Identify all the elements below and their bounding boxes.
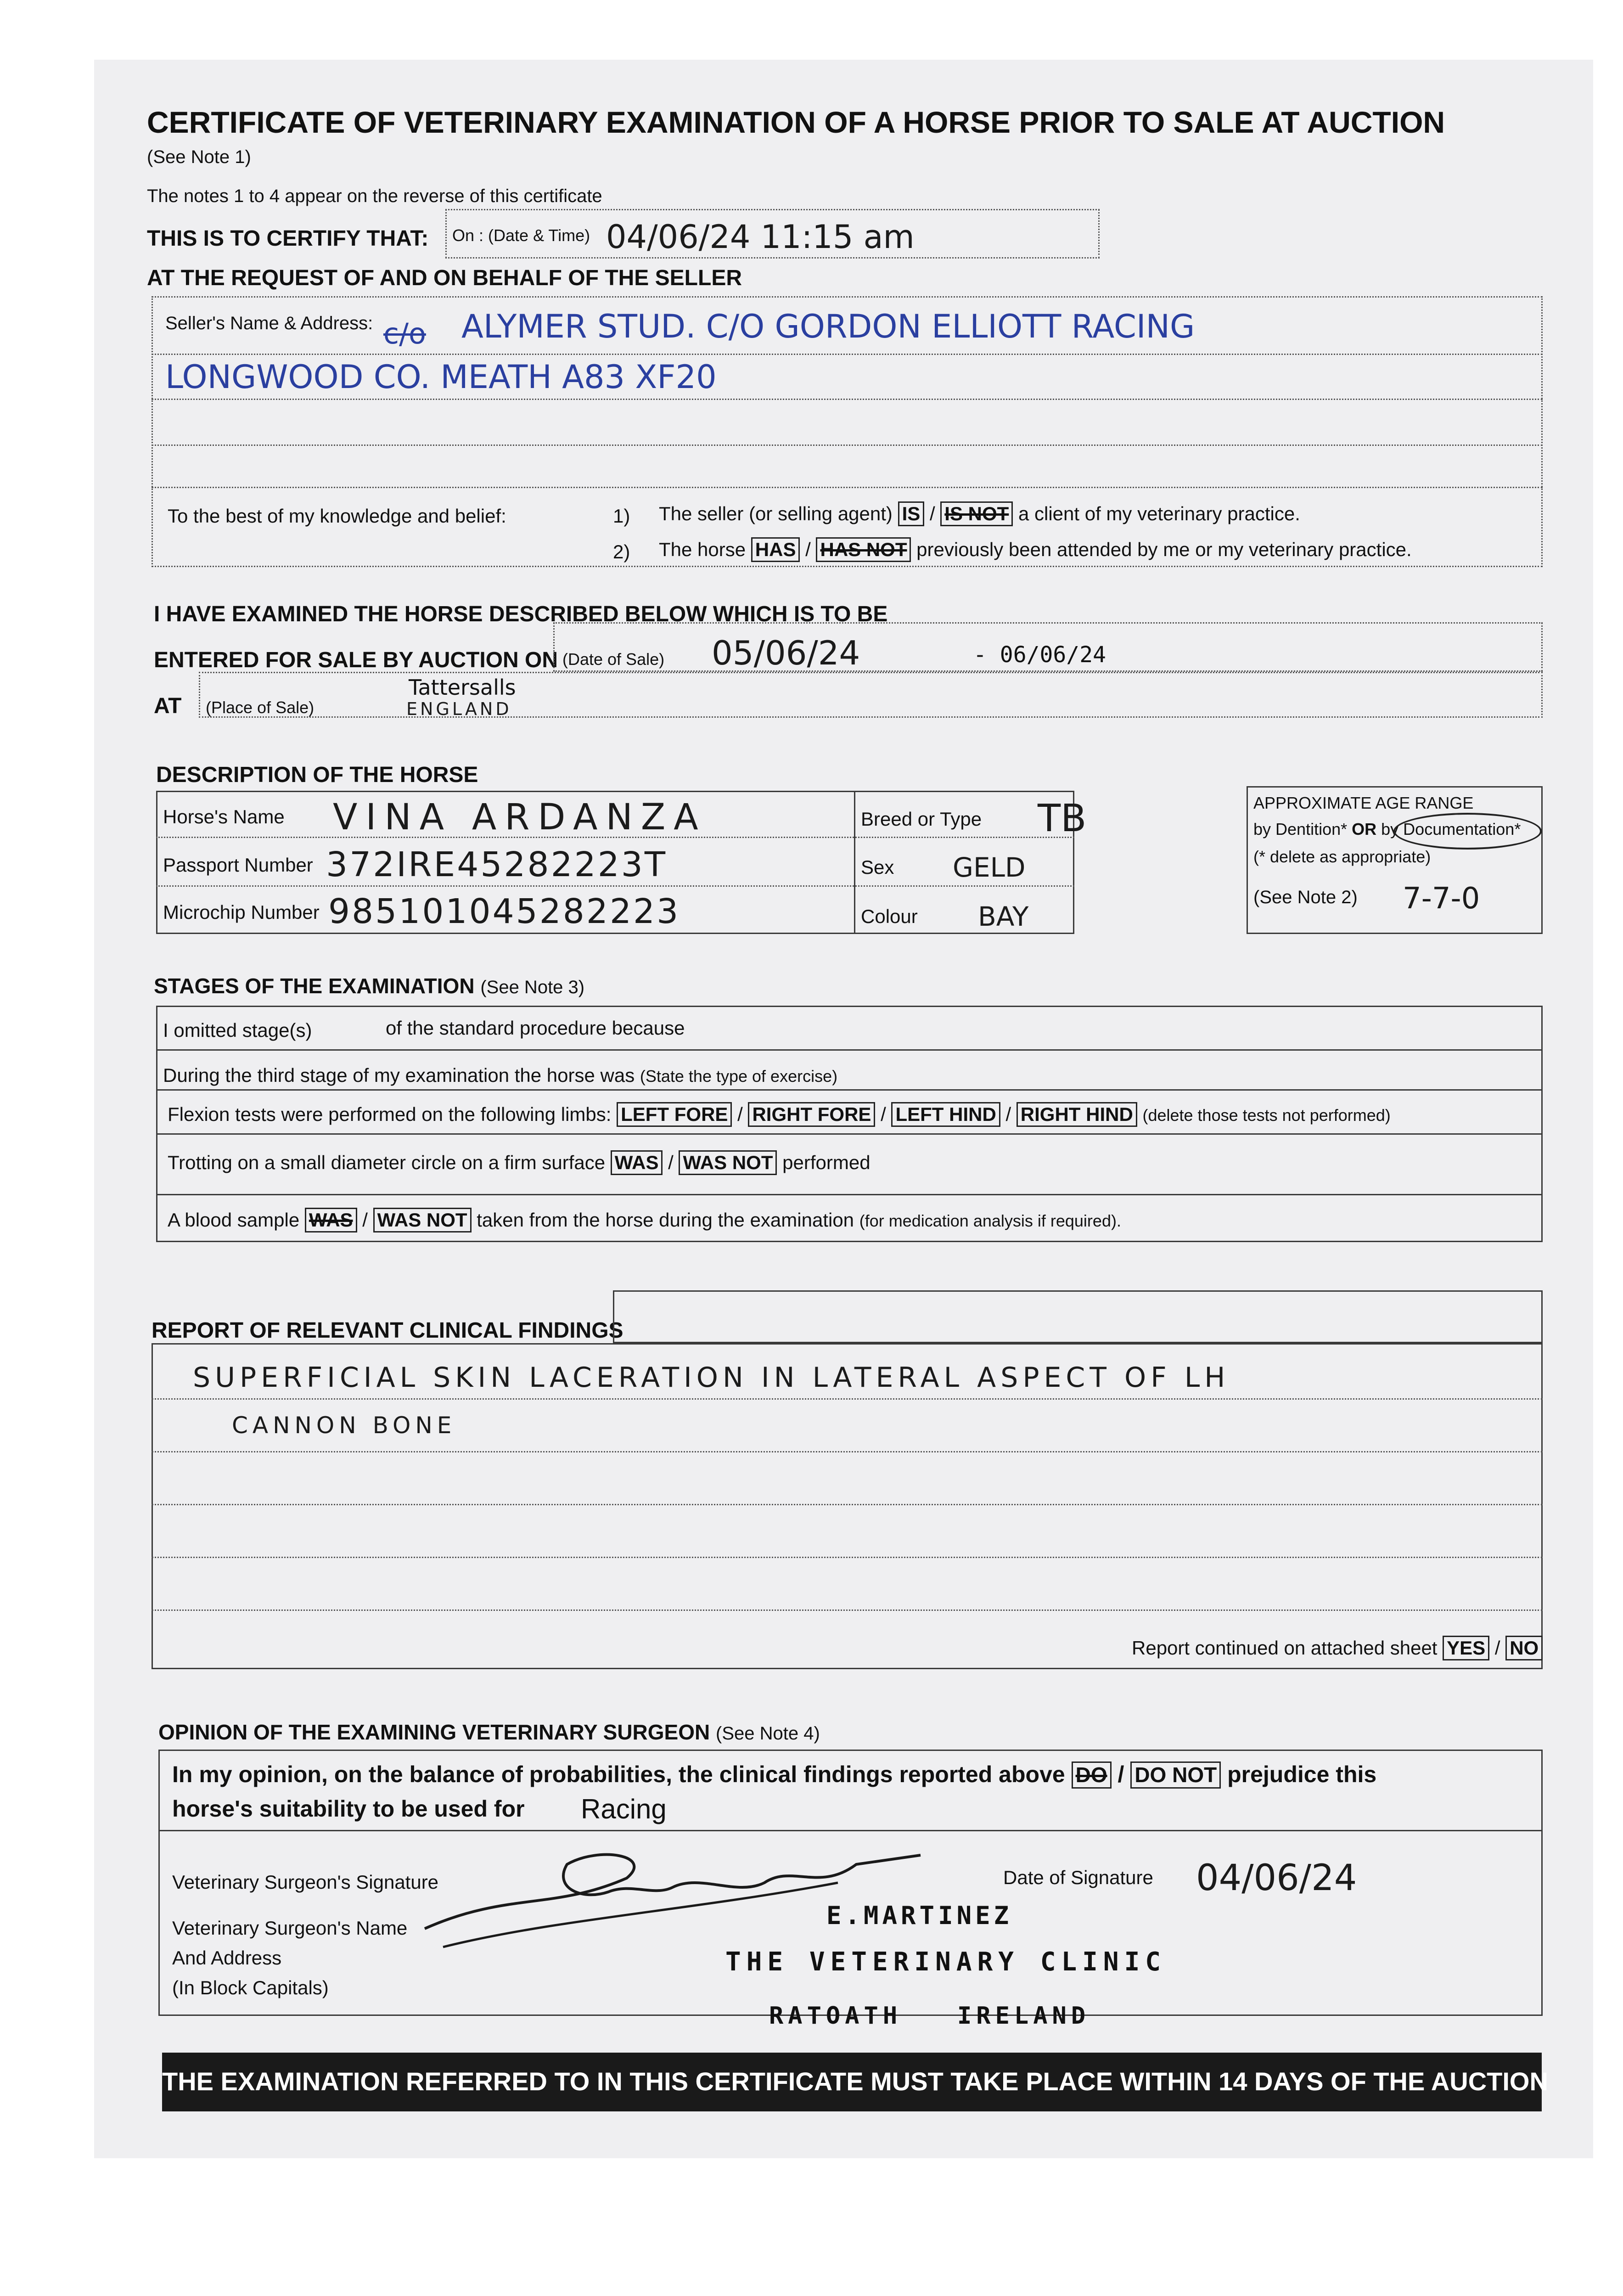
seller-rule-4 <box>152 487 1543 488</box>
flexion-row <box>168 1102 1391 1127</box>
omitted-stages-label: I omitted stage(s) <box>163 1019 312 1041</box>
notes-line: The notes 1 to 4 appear on the reverse of this certificate <box>147 186 602 206</box>
seller-address-line-1[interactable]: ALYMER STUD. C/O GORDON ELLIOTT RACING <box>461 308 1195 345</box>
seller-address-line-2[interactable]: LONGWOOD CO. MEATH A83 XF20 <box>165 358 717 396</box>
age-range-heading: APPROXIMATE AGE RANGE <box>1253 793 1474 812</box>
trotting-separator: / <box>668 1152 674 1173</box>
seller-label: Seller's Name & Address: <box>165 313 373 333</box>
vet-name-value: E.MARTINEZ <box>826 1901 1013 1930</box>
breed-label: Breed or Type <box>861 808 982 830</box>
sex-value: GELD <box>953 852 1026 883</box>
stages-rule-3 <box>156 1133 1543 1135</box>
flexion-sep-2: / <box>881 1103 886 1125</box>
continued-no-option[interactable]: NO <box>1505 1636 1543 1660</box>
opinion-do-not-option[interactable]: DO NOT <box>1130 1761 1221 1789</box>
address-label: And Address <box>172 1947 282 1969</box>
stages-rule-1 <box>156 1049 1543 1051</box>
stages-heading: STAGES OF THE EXAMINATION <box>154 974 475 998</box>
sale-heading-2: ENTERED FOR SALE BY AUCTION ON <box>154 648 558 672</box>
findings-header-box <box>613 1290 1543 1343</box>
horse-box-divider <box>854 791 855 934</box>
continued-separator: / <box>1494 1637 1500 1659</box>
item1-row <box>659 501 1300 526</box>
opinion-do-option[interactable]: DO <box>1072 1761 1112 1789</box>
findings-heading: REPORT OF RELEVANT CLINICAL FINDINGS <box>152 1318 623 1343</box>
item2-number: 2) <box>613 541 630 563</box>
stages-see-note-3: (See Note 3) <box>480 977 585 997</box>
opinion-text-tail: prejudice this <box>1227 1761 1377 1787</box>
continued-row <box>1132 1636 1543 1660</box>
stages-rule-2 <box>156 1089 1543 1091</box>
item1-is-option[interactable]: IS <box>898 501 925 526</box>
third-stage-label: During the third stage of my examination the horse was <box>163 1064 635 1086</box>
item2-has-option[interactable]: HAS <box>751 537 800 562</box>
seller-rule-1 <box>152 354 1543 355</box>
item2-text: The horse <box>659 539 746 560</box>
third-stage-note: (State the type of exercise) <box>640 1067 838 1086</box>
vet-address-line-1: THE VETERINARY CLINIC <box>725 1947 1167 1977</box>
item1-is-not-option[interactable]: IS NOT <box>940 501 1013 526</box>
item2-separator: / <box>805 539 811 560</box>
item1-text: The seller (or selling agent) <box>659 503 893 524</box>
on-date-time-label: On : (Date & Time) <box>452 226 590 245</box>
blood-was-not-option[interactable]: WAS NOT <box>373 1208 472 1232</box>
certify-label: THIS IS TO CERTIFY THAT: <box>147 226 429 251</box>
seller-struck-word: c/o <box>383 317 426 350</box>
item1-tail: a client of my veterinary practice. <box>1018 503 1300 524</box>
colour-value: BAY <box>978 901 1029 932</box>
blood-was-option[interactable]: WAS <box>305 1208 357 1232</box>
blood-separator: / <box>362 1209 368 1231</box>
opinion-text: In my opinion, on the balance of probabilities, the clinical findings reported above <box>172 1761 1065 1787</box>
signature-label: Veterinary Surgeon's Signature <box>172 1871 439 1893</box>
block-capitals-label: (In Block Capitals) <box>172 1977 329 1998</box>
blood-label: A blood sample <box>168 1209 300 1231</box>
flexion-right-fore[interactable]: RIGHT FORE <box>748 1102 875 1127</box>
microchip-value: 985101045282223 <box>328 892 680 931</box>
place-of-sale-handwritten: ENGLAND <box>406 699 512 719</box>
seller-rule-3 <box>152 445 1543 446</box>
opinion-use-value[interactable]: Racing <box>581 1794 667 1824</box>
opinion-heading: OPINION OF THE EXAMINING VETERINARY SURGEON <box>158 1720 710 1744</box>
age-or: OR <box>1352 820 1377 838</box>
blood-note: (for medication analysis if required). <box>859 1211 1121 1230</box>
date-of-signature-label: Date of Signature <box>1003 1867 1153 1888</box>
footer-banner-text: THE EXAMINATION REFERRED TO IN THIS CERTIFICATE MUST TAKE PLACE WITHIN 14 DAYS OF THE AUCTION <box>162 2067 1548 2096</box>
findings-rule-2 <box>152 1451 1543 1452</box>
certificate-sheet <box>94 60 1593 2158</box>
colour-label: Colour <box>861 906 918 927</box>
horse-name-value: VINA ARDANZA <box>333 797 707 838</box>
blood-tail: taken from the horse during the examination <box>477 1209 854 1231</box>
third-stage-row <box>163 1064 837 1086</box>
seller-rule-2 <box>152 399 1543 400</box>
date-of-sale-typed: - 06/06/24 <box>973 642 1106 668</box>
horse-rule-2 <box>156 885 1074 887</box>
documentation-circle <box>1393 813 1542 850</box>
flexion-note: (delete those tests not performed) <box>1142 1106 1391 1125</box>
opinion-line2-label: horse's suitability to be used for <box>172 1796 525 1822</box>
item2-tail: previously been attended by me or my veterinary practice. <box>916 539 1412 560</box>
flexion-left-hind[interactable]: LEFT HIND <box>891 1102 1000 1127</box>
flexion-left-fore[interactable]: LEFT FORE <box>617 1102 732 1127</box>
passport-value: 372IRE45282223T <box>326 845 668 884</box>
trotting-tail: performed <box>782 1152 870 1173</box>
stages-heading-row <box>154 974 584 998</box>
vet-address-country: IRELAND <box>957 2002 1090 2030</box>
at-request-heading: AT THE REQUEST OF AND ON BEHALF OF THE SELLER <box>147 266 742 290</box>
date-of-signature-value: 04/06/24 <box>1196 1857 1357 1899</box>
on-date-time-value: 04/06/24 11:15 am <box>606 218 915 256</box>
microchip-label: Microchip Number <box>163 901 320 923</box>
vet-address-town: RATOATH <box>769 2002 902 2030</box>
blood-row <box>168 1208 1121 1232</box>
horse-name-label: Horse's Name <box>163 806 285 827</box>
age-by-dentition[interactable]: by Dentition* <box>1253 820 1348 838</box>
opinion-separator: / <box>1118 1761 1124 1787</box>
flexion-right-hind[interactable]: RIGHT HIND <box>1016 1102 1137 1127</box>
horse-heading: DESCRIPTION OF THE HORSE <box>156 763 478 787</box>
age-delete-note: (* delete as appropriate) <box>1253 847 1431 866</box>
opinion-see-note-4: (See Note 4) <box>716 1723 820 1744</box>
trotting-was-option[interactable]: WAS <box>611 1150 663 1175</box>
findings-line-2: CANNON BONE <box>232 1412 456 1439</box>
date-of-sale-label: (Date of Sale) <box>562 650 665 669</box>
sale-heading-1: I HAVE EXAMINED THE HORSE DESCRIBED BELOW WHICH IS TO BE <box>154 602 888 626</box>
omitted-stages-tail: of the standard procedure because <box>386 1017 685 1039</box>
place-of-sale-typed: Tattersalls <box>409 675 516 700</box>
place-of-sale-field[interactable] <box>199 672 1543 718</box>
findings-rule-5 <box>152 1609 1543 1611</box>
breed-value: TB <box>1038 797 1087 840</box>
findings-line-1: SUPERFICIAL SKIN LACERATION IN LATERAL ASPECT OF LH <box>193 1362 1230 1394</box>
flexion-sep-3: / <box>1005 1103 1011 1125</box>
at-label: AT <box>154 694 182 718</box>
age-see-note-2: (See Note 2) <box>1253 887 1358 907</box>
stages-rule-4 <box>156 1194 1543 1195</box>
continued-label: Report continued on attached sheet <box>1132 1637 1438 1659</box>
trotting-label: Trotting on a small diameter circle on a firm surface <box>168 1152 606 1173</box>
flexion-sep-1: / <box>737 1103 743 1125</box>
findings-rule-4 <box>152 1557 1543 1558</box>
findings-rule-3 <box>152 1504 1543 1505</box>
place-of-sale-label: (Place of Sale) <box>206 698 314 717</box>
item2-has-not-option[interactable]: HAS NOT <box>816 537 911 562</box>
date-of-sale-value: 05/06/24 <box>712 634 860 672</box>
knowledge-label: To the best of my knowledge and belief: <box>168 505 506 527</box>
opinion-rule <box>158 1830 1543 1831</box>
vet-name-label: Veterinary Surgeon's Name <box>172 1917 408 1939</box>
item2-row <box>659 537 1412 562</box>
continued-yes-option[interactable]: YES <box>1443 1636 1489 1660</box>
passport-label: Passport Number <box>163 854 313 876</box>
opinion-heading-row <box>158 1720 820 1745</box>
age-value: 7-7-0 <box>1403 882 1480 916</box>
certificate-title: CERTIFICATE OF VETERINARY EXAMINATION OF A HORSE PRIOR TO SALE AT AUCTION <box>147 105 1445 139</box>
opinion-text-row <box>172 1761 1376 1789</box>
item1-separator: / <box>929 503 935 524</box>
age-by-documentation[interactable]: by Documentation* <box>1381 820 1521 838</box>
item1-number: 1) <box>613 505 630 527</box>
trotting-was-not-option[interactable]: WAS NOT <box>679 1150 777 1175</box>
trotting-row <box>168 1150 870 1175</box>
flexion-label: Flexion tests were performed on the following limbs: <box>168 1103 612 1125</box>
see-note-1: (See Note 1) <box>147 147 251 167</box>
sex-label: Sex <box>861 856 894 878</box>
findings-rule-1 <box>152 1398 1543 1400</box>
signature-scribble <box>416 1837 966 1956</box>
